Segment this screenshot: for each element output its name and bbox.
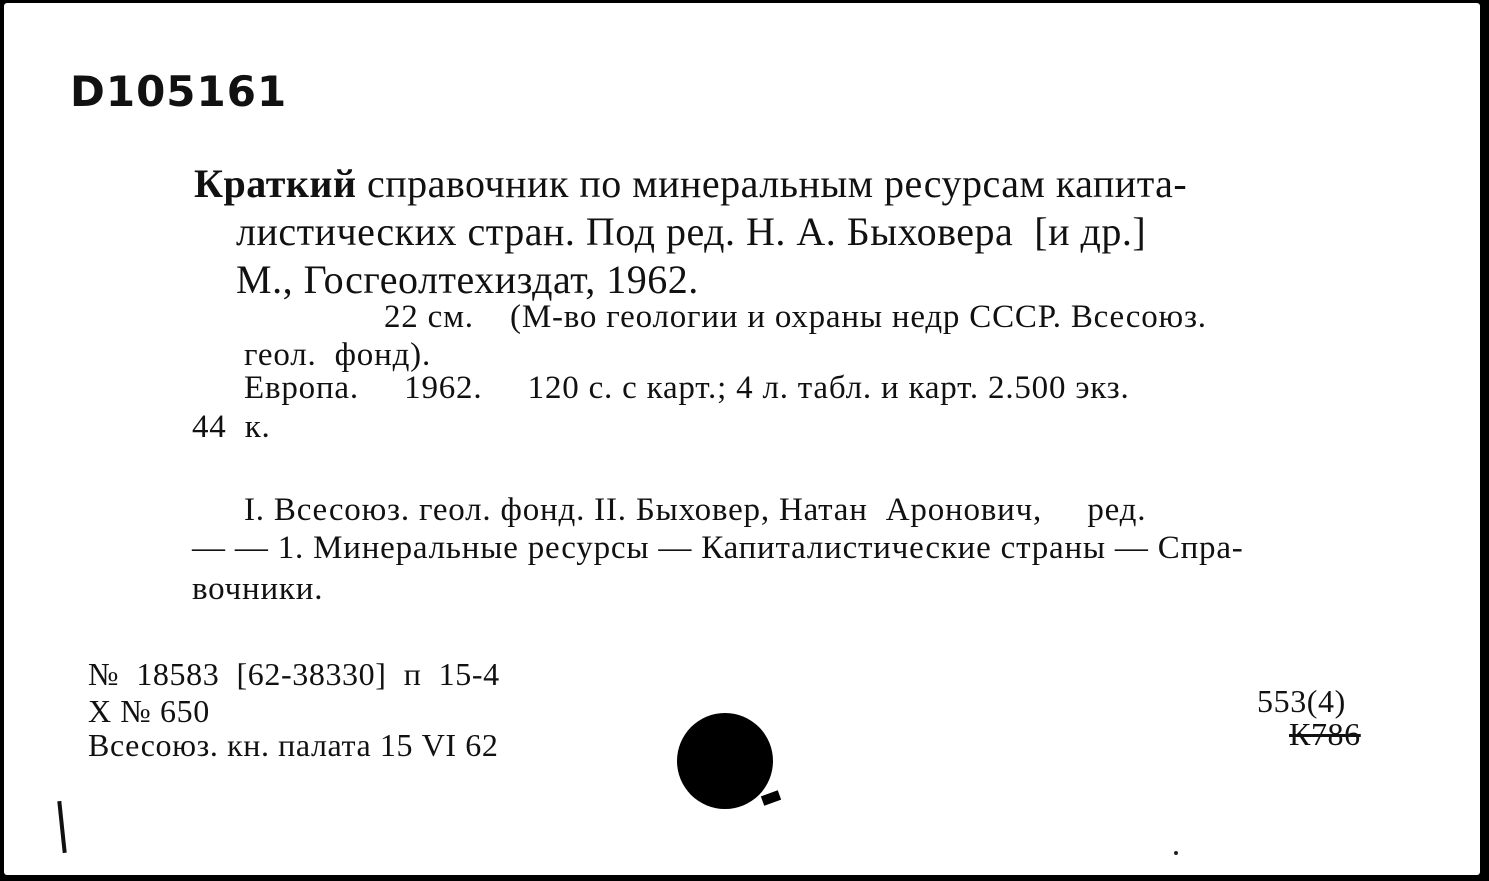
subject-line-2: — — 1. Минеральные ресурсы — Капиталистические страны — Спра- bbox=[192, 530, 1244, 566]
old-number: К786 bbox=[1289, 716, 1361, 752]
margin-tick-mark bbox=[57, 801, 66, 853]
note-line-2: геол. фонд). bbox=[244, 337, 432, 373]
note-line-3: Европа. 1962. 120 с. с карт.; 4 л. табл. и карт. 2.500 экз. bbox=[244, 370, 1130, 406]
subject-line-1: I. Всесоюз. геол. фонд. II. Быховер, Натан Аронович, ред. bbox=[244, 492, 1147, 528]
punch-hole bbox=[677, 713, 773, 809]
title-line-1-rest: справочник по минеральным ресурсам капита- bbox=[356, 161, 1188, 206]
note-line-1: 22 см. (М-во геологии и охраны недр СССР. Всесоюз. bbox=[384, 299, 1207, 335]
classification-number: 553(4) bbox=[1257, 683, 1346, 719]
catalog-card bbox=[4, 3, 1480, 875]
registration-line-3: Всесоюз. кн. палата 15 VI 62 bbox=[88, 727, 499, 763]
registration-line-1: № 18583 [62-38330] п 15-4 bbox=[88, 656, 500, 692]
registration-line-2: X № 650 bbox=[88, 693, 210, 729]
title-line-1 bbox=[194, 160, 1187, 207]
subject-line-3: вочники. bbox=[192, 571, 324, 607]
note-line-4: 44 к. bbox=[192, 409, 271, 445]
title-lead-word: Краткий bbox=[194, 161, 357, 206]
stray-dot bbox=[1174, 851, 1178, 855]
title-line-3: М., Госгеолтехиздат, 1962. bbox=[236, 257, 699, 302]
card-edge bbox=[1480, 0, 1489, 881]
title-line-2: листических стран. Под ред. Н. А. Быховера [и др.] bbox=[236, 209, 1147, 254]
punch-hole-tail bbox=[761, 790, 781, 806]
call-number: D105161 bbox=[70, 67, 288, 116]
